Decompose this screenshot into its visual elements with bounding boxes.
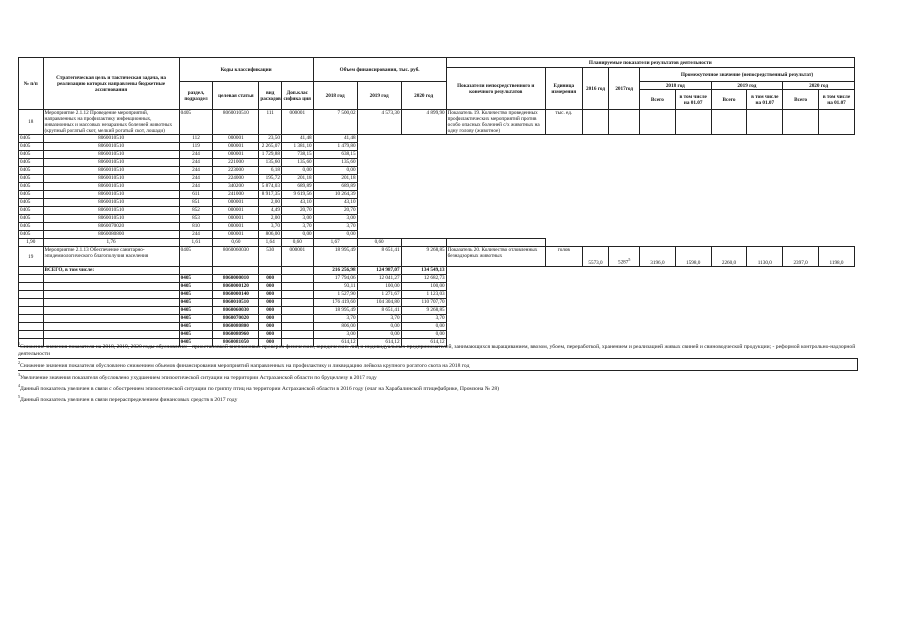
cell-article: 8060010510 [43, 143, 179, 151]
empty-cell [281, 291, 313, 299]
cell-2020: 1 123,03 [401, 291, 446, 299]
cell-2019: 738,15 [281, 151, 313, 159]
cell-2020: 135,60 [313, 159, 357, 167]
footnote [18, 382, 858, 393]
empty-cell [281, 331, 313, 339]
cell-2019: 3,70 [357, 315, 401, 323]
row-number: 18 [19, 110, 44, 135]
empty-cell [43, 291, 179, 299]
cell-2018: 3,70 [259, 223, 282, 231]
cell-2020: 0,00 [313, 167, 357, 175]
cell-exptype: 000 [259, 307, 282, 315]
indicator-description: Показатель 20. Количество отловленных безнадзорных животных [446, 247, 545, 267]
cell-section: 0405 [179, 339, 213, 347]
cell-2018: 3,70 [313, 315, 357, 323]
cell-2018: 18 995,49 [313, 247, 357, 267]
cell-2018: 176 419,60 [313, 299, 357, 307]
cell-2019: 3,70 [281, 223, 313, 231]
cell-exptype: 000 [259, 291, 282, 299]
cell-section: 0405 [19, 175, 44, 183]
empty-cell [19, 315, 44, 323]
cell-2019: 8 651,41 [357, 247, 401, 267]
footnote-mark: 5 [628, 257, 631, 263]
cell-extra: 000001 [213, 215, 259, 223]
cell-2020: 3,70 [401, 315, 446, 323]
empty-cell [19, 275, 44, 283]
cell-exptype: 810 [179, 223, 213, 231]
cell-article: 8060070020 [213, 315, 259, 323]
cell-section: 0405 [19, 167, 44, 175]
cell-exptype: 000 [259, 323, 282, 331]
header-2020: 2020 год [401, 82, 446, 110]
cell-exptype: 000 [259, 315, 282, 323]
cell-extra: 000001 [281, 247, 313, 267]
interim-2020-half: 0,60 [357, 239, 401, 247]
cell-section: 0405 [19, 159, 44, 167]
empty-cell [43, 299, 179, 307]
totals-line [19, 323, 855, 331]
totals-row [19, 267, 855, 275]
header-planned: Планируемые показатели результатов деятельности [446, 58, 854, 68]
totals-line [19, 307, 855, 315]
cell-2019: 135,60 [281, 159, 313, 167]
cell-article: 8060010510 [43, 215, 179, 223]
interim-2018-total: 3196,0 [640, 247, 676, 267]
header-unit: Единица измерения [545, 68, 582, 110]
cell-article: 8060010510 [43, 199, 179, 207]
totals-2020: 134 549,13 [401, 267, 446, 275]
cell-2020: 0,00 [401, 331, 446, 339]
cell-2020: 0,00 [401, 323, 446, 331]
header-total: Всего [783, 90, 819, 110]
empty-cell [711, 110, 747, 135]
cell-section: 0405 [19, 215, 44, 223]
footnote-text: Увеличение значения показателя обусловлено ухудшением эпизоотической ситуации на территории Астраханской области по бруцеллезу в 2017 году [20, 375, 377, 382]
interim-2019-total: 2260,0 [711, 247, 747, 267]
cell-exptype: 530 [259, 247, 282, 267]
cell-2019: 0,00 [357, 331, 401, 339]
header-incl: в том числе на 01.07 [747, 90, 783, 110]
table-row [19, 231, 855, 239]
table-row [19, 223, 855, 231]
cell-article: 8060081050 [213, 339, 259, 347]
header-total: Всего [711, 90, 747, 110]
cell-2020: 689,89 [313, 183, 357, 191]
cell-2019: 0,00 [357, 323, 401, 331]
cell-extra: 224000 [213, 175, 259, 183]
cell-article: 8060070020 [43, 223, 179, 231]
cell-2018: 7 500,02 [313, 110, 357, 135]
cell-2020: 614,12 [401, 339, 446, 347]
cell-2019: 41,48 [281, 135, 313, 143]
cell-2018: 8 917,35 [259, 191, 282, 199]
cell-exptype: 851 [179, 199, 213, 207]
cell-extra: 000001 [281, 110, 313, 135]
empty-cell [259, 267, 282, 275]
interim-2018-half: 0,60 [213, 239, 259, 247]
empty-cell [281, 323, 313, 331]
cell-2018: 1 729,88 [259, 151, 282, 159]
cell-exptype: 244 [179, 167, 213, 175]
cell-2020: 110 707,70 [401, 299, 446, 307]
table-row [19, 191, 855, 199]
footnote-number: 1 [18, 341, 20, 346]
empty-cell [43, 275, 179, 283]
cell-2019: 3,00 [281, 215, 313, 223]
cell-article: 8060010510 [43, 167, 179, 175]
cell-2020: 100,00 [401, 283, 446, 291]
cell-2020: 638,15 [313, 151, 357, 159]
cell-extra: 000001 [213, 199, 259, 207]
cell-section: 0405 [179, 283, 213, 291]
cell-exptype: 000 [259, 331, 282, 339]
cell-2020: 1 479,80 [313, 143, 357, 151]
result-2017: 1,76 [43, 239, 179, 247]
empty-cell [281, 307, 313, 315]
cell-article: 8060080800 [43, 231, 179, 239]
header-interim-2020: 2020 год [783, 82, 855, 90]
cell-extra: 000001 [213, 151, 259, 159]
footnote-number: 2 [18, 360, 20, 366]
header-2019: 2019 год [357, 82, 401, 110]
table-row [19, 143, 855, 151]
cell-exptype: 611 [179, 191, 213, 199]
cell-article: 8060010510 [213, 299, 259, 307]
header-article: целевая статья [213, 82, 259, 110]
cell-exptype: 112 [179, 135, 213, 143]
cell-article: 8060010510 [213, 110, 259, 135]
cell-2019: 12 041,27 [357, 275, 401, 283]
header-2017: 2017год [609, 68, 640, 110]
header-2016: 2016 год [582, 68, 609, 110]
cell-2019: 1 271,67 [357, 291, 401, 299]
header-interim: Промежуточное значение (непосредственный результат) [640, 68, 855, 82]
table-row [19, 199, 855, 207]
cell-2019: 9 619,56 [281, 191, 313, 199]
cell-2018: 5 874,03 [259, 183, 282, 191]
cell-article: 8060000140 [213, 291, 259, 299]
empty-cell [19, 291, 44, 299]
measure-description: Мероприятие 2.1.12 Проведение мероприятий, направленных на профилактику инфекционных, инвазионных и массовых незаразных болезней животных (крупный рогатый скот, мелкий рогатый скот, лошади) [43, 110, 179, 135]
footnote-text: Снижение значения показателя обусловлено снижением объемов финансирования мероприятий направленных на профилактику и ликвидацию лейкоза крупного рогатого скота на 2018 год [20, 363, 470, 370]
cell-2019: 689,89 [281, 183, 313, 191]
result-2017 [609, 247, 640, 267]
empty-cell [19, 323, 44, 331]
result-2016: 1,90 [19, 239, 44, 247]
cell-exptype: 111 [259, 110, 282, 135]
cell-exptype: 000 [259, 299, 282, 307]
cell-2018: 2,00 [259, 199, 282, 207]
empty-cell [640, 110, 676, 135]
cell-exptype: 244 [179, 159, 213, 167]
header-goal: Стратегическая цель и тактическая задача, на реализацию которых направлены бюджетные ассигнования [43, 58, 179, 110]
cell-2020: 3,00 [313, 215, 357, 223]
cell-section: 0405 [179, 331, 213, 339]
cell-extra: 000001 [213, 143, 259, 151]
cell-2018: 2,00 [259, 215, 282, 223]
empty-cell [43, 315, 179, 323]
cell-section: 0405 [179, 110, 213, 135]
cell-2019: 104 304,80 [357, 299, 401, 307]
cell-2019: 0,00 [281, 231, 313, 239]
cell-extra: 340200 [213, 183, 259, 191]
cell-section: 0405 [179, 247, 213, 267]
empty-cell [19, 283, 44, 291]
footnotes [18, 340, 858, 405]
cell-section: 0405 [179, 323, 213, 331]
cell-section: 0405 [19, 191, 44, 199]
totals-line [19, 299, 855, 307]
empty-cell [281, 275, 313, 283]
row-number: 19 [19, 247, 44, 267]
totals-line [19, 315, 855, 323]
table-row [19, 183, 855, 191]
empty-cell [213, 267, 259, 275]
cell-2020: 12 682,73 [401, 275, 446, 283]
table-row [19, 175, 855, 183]
header-extra: Доп.клас сифика ция [281, 82, 313, 110]
cell-2020: 41,48 [313, 135, 357, 143]
interim-2018-half: 1598,0 [675, 247, 711, 267]
header-funding: Объем финансирования, тыс. руб. [313, 58, 446, 82]
cell-2020: 43,10 [313, 199, 357, 207]
cell-extra: 223000 [213, 167, 259, 175]
empty-cell [446, 239, 545, 247]
empty-cell [43, 331, 179, 339]
cell-section: 0405 [19, 151, 44, 159]
cell-2019: 1 381,10 [281, 143, 313, 151]
footnote-number: 4 [18, 383, 20, 389]
empty-cell [783, 110, 819, 135]
cell-section: 0405 [179, 299, 213, 307]
cell-2018: 614,12 [313, 339, 357, 347]
cell-extra: 000001 [213, 223, 259, 231]
interim-2019-half: 0,60 [281, 239, 313, 247]
cell-extra: 221000 [213, 159, 259, 167]
cell-2020: 3,70 [313, 223, 357, 231]
empty-cell [43, 323, 179, 331]
empty-cell [818, 110, 854, 135]
empty-cell [747, 110, 783, 135]
cell-exptype: 853 [179, 215, 213, 223]
footnote [18, 371, 858, 382]
cell-2019: 201,18 [281, 175, 313, 183]
empty-cell [19, 307, 44, 315]
cell-2020: 4 899,90 [401, 110, 446, 135]
totals-line [19, 283, 855, 291]
empty-cell [19, 267, 44, 275]
cell-extra: 000001 [213, 135, 259, 143]
cell-2018: 3,00 [313, 331, 357, 339]
footnote [18, 358, 858, 371]
cell-article: 8060010510 [43, 175, 179, 183]
cell-2018: 806,00 [313, 323, 357, 331]
empty-cell [281, 299, 313, 307]
cell-article: 8060000010 [213, 275, 259, 283]
cell-extra: 000001 [213, 231, 259, 239]
cell-extra: 241000 [213, 191, 259, 199]
cell-section: 0405 [19, 135, 44, 143]
empty-cell [19, 299, 44, 307]
cell-exptype: 244 [179, 151, 213, 159]
cell-section: 0405 [179, 275, 213, 283]
totals-label: ВСЕГО, в том числе: [43, 267, 179, 275]
header-indicator: Показатели непосредственного и конечного результатов [446, 68, 545, 110]
cell-2018: 2 265,07 [259, 143, 282, 151]
cell-section: 0405 [19, 207, 44, 215]
empty-cell [281, 315, 313, 323]
interim-2020-half: 1198,0 [818, 247, 854, 267]
empty-cell [281, 283, 313, 291]
cell-2018: 806,00 [259, 231, 282, 239]
header-total: Всего [640, 90, 676, 110]
header-exptype: вид расходов [259, 82, 282, 110]
cell-exptype: 119 [179, 143, 213, 151]
cell-article: 8060010510 [43, 159, 179, 167]
cell-exptype: 000 [259, 339, 282, 347]
indicator-unit: тыс. ед. [545, 110, 582, 135]
cell-extra: 000001 [213, 207, 259, 215]
result-2016: 5573,0 [582, 247, 609, 267]
cell-exptype: 244 [179, 183, 213, 191]
cell-2018: 93,11 [313, 283, 357, 291]
cell-2020: 10 264,39 [313, 191, 357, 199]
cell-2020: 201,18 [313, 175, 357, 183]
header-interim-2019: 2019 год [711, 82, 783, 90]
cell-article: 8060060030 [213, 247, 259, 267]
empty-cell [401, 239, 446, 247]
header-num: № п/п [19, 58, 44, 110]
cell-2019: 20,70 [281, 207, 313, 215]
footnote-number: 5 [18, 394, 20, 400]
interim-2019-half: 1130,0 [747, 247, 783, 267]
header-incl: в том числе на 01.07 [675, 90, 711, 110]
cell-section: 0405 [19, 199, 44, 207]
empty-cell [179, 267, 213, 275]
empty-cell [43, 307, 179, 315]
footnote [18, 393, 858, 404]
table-row [19, 159, 855, 167]
empty-cell [19, 331, 44, 339]
header-incl: в том числе на 01.07 [818, 90, 854, 110]
totals-2018: 216 256,98 [313, 267, 357, 275]
cell-article: 8060000120 [213, 283, 259, 291]
cell-exptype: 000 [259, 283, 282, 291]
cell-2018: 4,49 [259, 207, 282, 215]
indicator-unit: голов [545, 247, 582, 267]
results-table [18, 57, 855, 347]
header-interim-2018: 2018 год [640, 82, 712, 90]
table-row [19, 215, 855, 223]
totals-2019: 124 987,07 [357, 267, 401, 275]
empty-cell [675, 110, 711, 135]
cell-section: 0405 [19, 223, 44, 231]
interim-2020-total: 2397,0 [783, 247, 819, 267]
cell-article: 8060080960 [213, 331, 259, 339]
cell-2020: 9 268,85 [401, 247, 446, 267]
totals-line [19, 331, 855, 339]
totals-line [19, 275, 855, 283]
interim-2019-total: 1,64 [259, 239, 282, 247]
footnote [18, 340, 858, 358]
cell-2018: 23,50 [259, 135, 282, 143]
cell-section: 0405 [179, 315, 213, 323]
empty-cell [43, 283, 179, 291]
cell-article: 8060010510 [43, 191, 179, 199]
cell-2018: 1 527,90 [313, 291, 357, 299]
table-row [19, 110, 855, 135]
cell-exptype: 244 [179, 231, 213, 239]
cell-exptype: 852 [179, 207, 213, 215]
empty-cell [609, 110, 640, 135]
cell-2019: 0,00 [281, 167, 313, 175]
cell-article: 8060010510 [43, 207, 179, 215]
cell-2019: 4 573,30 [357, 110, 401, 135]
footnote-text: Снижение значения показателя на 2018, 2019, 2020 годы обусловлено: - приостановкой внеплановых проверок физических, юридических лиц и индивидуальных предпринимателей, занимающихся выращиванием, ввозом, убоем, переработкой, хранением и реализацией живых свиней и свиноводческой продукции; - реформой контрольно-надзорной деятельности [18, 343, 856, 358]
cell-2018: 6,18 [259, 167, 282, 175]
cell-2019: 43,10 [281, 199, 313, 207]
table-row [19, 239, 855, 247]
header-codes: Коды классификации [179, 58, 313, 82]
cell-2020: 0,00 [313, 231, 357, 239]
empty-cell [582, 110, 609, 135]
cell-2018: 135,60 [259, 159, 282, 167]
cell-article: 8060010510 [43, 183, 179, 191]
totals-line [19, 291, 855, 299]
totals-lines [19, 275, 855, 347]
cell-2020: 9 268,85 [401, 307, 446, 315]
header-2018: 2018 год [313, 82, 357, 110]
cell-2020: 20,70 [313, 207, 357, 215]
cell-article: 8060060030 [213, 307, 259, 315]
cell-2018: 18 995,49 [313, 307, 357, 315]
cell-2018: 17 794,06 [313, 275, 357, 283]
cell-article: 8060080800 [213, 323, 259, 331]
cell-section: 0405 [179, 307, 213, 315]
cell-article: 8060010510 [43, 151, 179, 159]
interim-2020-total: 1,67 [313, 239, 357, 247]
cell-2018: 195,72 [259, 175, 282, 183]
cell-2019: 8 651,41 [357, 307, 401, 315]
cell-2019: 100,00 [357, 283, 401, 291]
footnote-text: Данный показатель увеличен в связи с обострением эпизоотической ситуации по гриппу птиц на территории Астраханской области в 2016 году (очаг на Харабалинской птицефабрике, Промзона № 28) [20, 386, 500, 393]
empty-cell [281, 267, 313, 275]
footnote-number: 3 [18, 372, 20, 378]
footnote-text: Данный показатель увеличен в связи перераспределением финансовых средств в 2017 году [20, 397, 238, 404]
cell-section: 0405 [19, 183, 44, 191]
table-row [19, 151, 855, 159]
indicator-description: Показатель 19. Количество проведенных профилактических мероприятий против особо опасных болезней с/х животных на одну голову (животное) [446, 110, 545, 135]
result-2017-value: 5287 [617, 260, 629, 266]
table-row [19, 247, 855, 267]
cell-exptype: 000 [259, 275, 282, 283]
measure-description: Мероприятие 2.1.13 Обеспечение санитарно-эпидемиологического благополучия населения [43, 247, 179, 267]
cell-section: 0405 [19, 143, 44, 151]
table-row [19, 135, 855, 143]
interim-2018-total: 1,61 [179, 239, 213, 247]
header-section: раздел, подраздел [179, 82, 213, 110]
table-row [19, 207, 855, 215]
cell-article: 8060010510 [43, 135, 179, 143]
cell-section: 0405 [19, 231, 44, 239]
cell-2019: 614,12 [357, 339, 401, 347]
cell-section: 0405 [179, 291, 213, 299]
table-row [19, 167, 855, 175]
row18-lines [19, 135, 855, 239]
cell-exptype: 244 [179, 175, 213, 183]
